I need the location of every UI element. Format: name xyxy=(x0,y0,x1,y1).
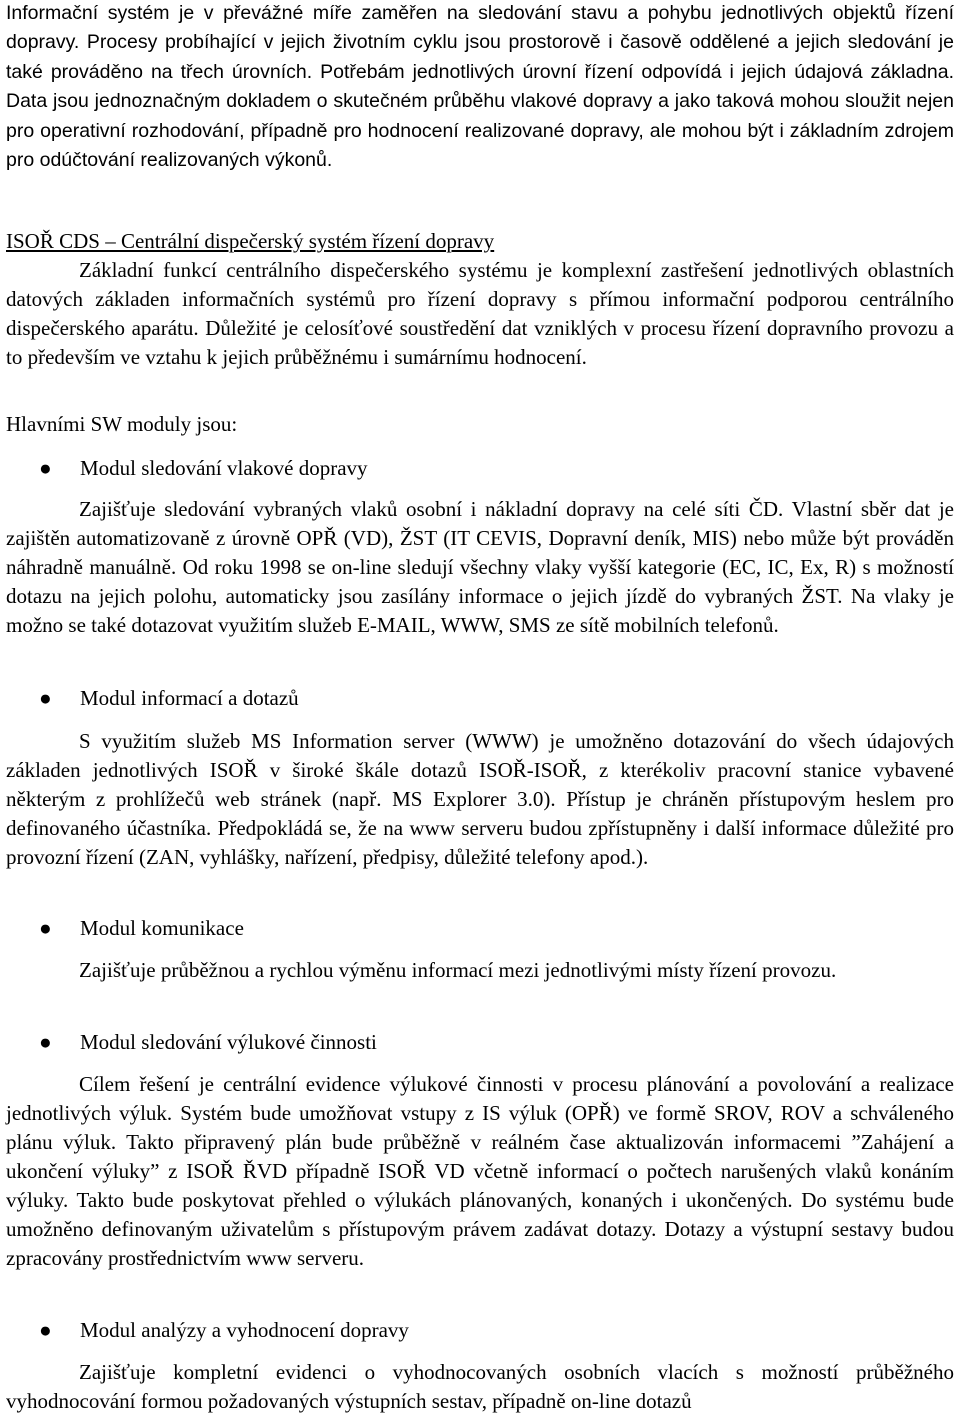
module-text: S využitím služeb MS Information server (WWW) je umožněno dotazování do všech údajových základen jednotlivých ISOŘ v široké škále dotazů ISOŘ-ISOŘ, z kterékoliv pracovní stanice vybavené některým z prohlížečů web stránek (např. MS Explorer 3.0). Přístup je chráněn přístupovým heslem pro definovaného účastníka. Předpokládá se, že na www serveru budou zpřístupněny i další informace důležité pro provozní řízení (ZAN, vyhlášky, nařízení, předpisy, důležité telefony apod.). xyxy=(6,729,954,869)
module-title: Modul informací a dotazů xyxy=(80,686,299,710)
cds-paragraph: Základní funkcí centrálního dispečerského systému je komplexní zastřešení jednotlivých oblastních datových základen informačních systémů pro řízení dopravy s přímou informační podporou centrálního dispečerského aparátu. Důležité je celosíťové soustředění dat vzniklých v procesu řízení dopravního provozu a to především ve vztahu k jejich průběžnému i sumárnímu hodnocení. xyxy=(6,258,954,369)
module-item xyxy=(6,1316,954,1345)
module-text: Zajišťuje sledování vybraných vlaků osobní i nákladní dopravy na celé síti ČD. Vlastní sběr dat je zajištěn automatizovaně z úrovně OPŘ (VD), ŽST (IT CEVIS, Dopravní deník, MIS) nebo může být prováděn náhradně manuálně. Od roku 1998 se on-line sledují všechny vlaky vyšší kategorie (EC, IC, Ex, R) s možností dotazu na jejich polohu, automaticky jsou zasílány informace o jejich jízdě do vybraných ŽST. Na vlaky je možno se také dotazovat využitím služeb E-MAIL, WWW, SMS ze sítě mobilních telefonů. xyxy=(6,497,954,637)
bullet-icon: ● xyxy=(39,1030,52,1054)
cds-heading-text: ISOŘ CDS – Centrální dispečerský systém řízení dopravy xyxy=(6,229,495,253)
module-item xyxy=(6,914,954,943)
module-item xyxy=(6,684,954,713)
module-text: Cílem řešení je centrální evidence výlukové činnosti v procesu plánování a povolování a realizace jednotlivých výluk. Systém bude umožňovat vstupy z IS výluk (OPŘ) ve formě SROV, ROV a schváleného plánu výluk. Takto připravený plán bude průběžně v reálném čase aktualizován informacemi ”Zahájení a ukončení výluky” z ISOŘ ŘVD případně ISOŘ VD včetně informací o počtech narušených vlaků konáním výluky. Takto bude poskytovat přehled o výlukách plánovaných, konaných i ukončených. Do systému bude umožněno definovaným uživatelům s přístupovým právem zadávat dotazy. Dotazy a výstupní sestavy budou zpracovány prostřednictvím www serveru. xyxy=(6,1072,954,1270)
module-title: Modul komunikace xyxy=(80,916,244,940)
bullet-icon: ● xyxy=(39,1318,52,1342)
bullet-icon: ● xyxy=(39,456,52,480)
module-title: Modul analýzy a vyhodnocení dopravy xyxy=(80,1318,409,1342)
module-text: Zajišťuje průběžnou a rychlou výměnu informací mezi jednotlivými místy řízení provozu. xyxy=(79,958,837,982)
module-title: Modul sledování vlakové dopravy xyxy=(80,456,368,480)
module-text: Zajišťuje kompletní evidenci o vyhodnocovaných osobních vlacích s možností průběžného vyhodnocování formou požadovaných výstupních sestav, případně on-line dotazů xyxy=(6,1360,954,1413)
cds-heading xyxy=(6,227,954,256)
modules-intro: Hlavními SW moduly jsou: xyxy=(6,412,238,436)
bullet-icon: ● xyxy=(39,916,52,940)
module-item xyxy=(6,1028,954,1057)
module-title: Modul sledování výlukové činnosti xyxy=(80,1030,377,1054)
intro-paragraph: Informační systém je v převážné míře zaměřen na sledování stavu a pohybu jednotlivých objektů řízení dopravy. Procesy probíhající v jejich životním cyklu jsou prostorově i časově oddělené a jejich sledování je také prováděno na třech úrovních. Potřebám jednotlivých úrovní řízení odpovídá i jejich údajová základna. Data jsou jednoznačným dokladem o skutečném průběhu vlakové dopravy a jako taková mohou sloužit nejen pro operativní rozhodování, případně pro hodnocení realizované dopravy, ale mohou být i základním zdrojem pro odúčtování realizovaných výkonů. xyxy=(6,2,954,172)
bullet-icon: ● xyxy=(39,686,52,710)
module-item xyxy=(6,454,954,483)
